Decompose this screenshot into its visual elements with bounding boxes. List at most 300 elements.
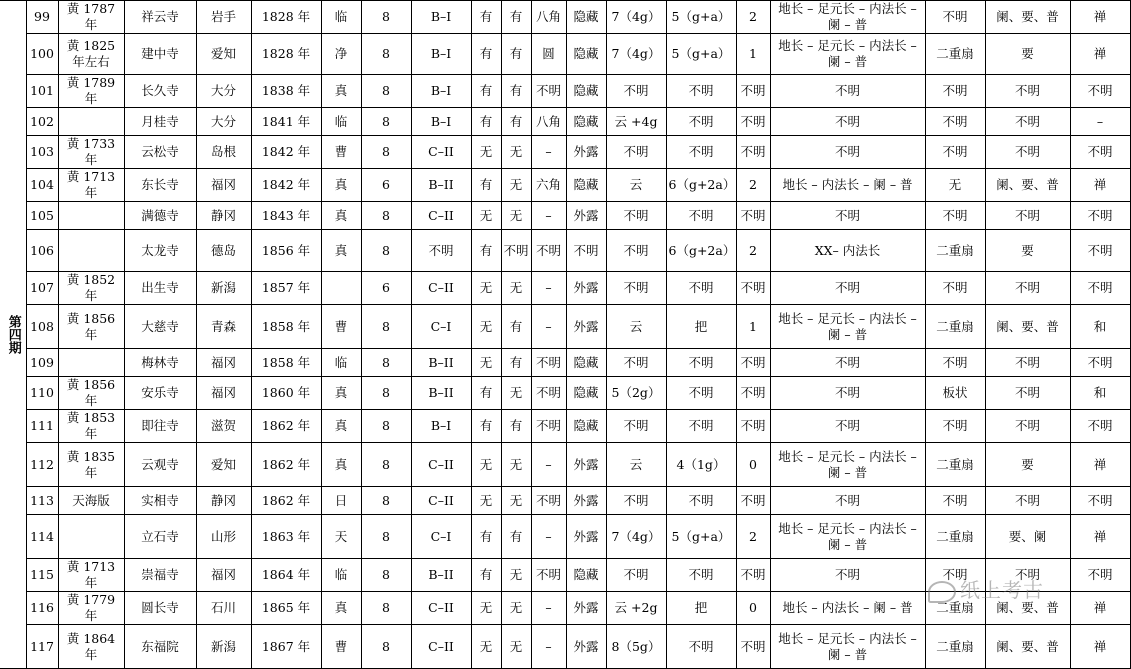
count-cell: 8 xyxy=(361,443,411,487)
exposure-cell: 隐藏 xyxy=(566,34,606,75)
layout-cell: 不明 xyxy=(770,75,925,108)
exposure-cell: 外露 xyxy=(566,487,606,515)
wechat-icon xyxy=(928,581,956,603)
ref-1-cell: 要 xyxy=(985,34,1070,75)
exposure-cell: 隐藏 xyxy=(566,410,606,443)
exposure-cell: 不明 xyxy=(566,230,606,272)
layout-cell: 不明 xyxy=(770,349,925,377)
source-cell: 黄 1779 年 xyxy=(58,592,124,625)
temple-cell: 长久寺 xyxy=(124,75,196,108)
feature-a-cell: 有 xyxy=(471,34,501,75)
type-cell: C–II xyxy=(411,487,471,515)
type-cell: C–I xyxy=(411,305,471,349)
row-number-cell: 110 xyxy=(26,377,58,410)
type-cell: B–I xyxy=(411,108,471,136)
fan-cell: 无 xyxy=(925,169,985,202)
year-cell: 1862 年 xyxy=(251,410,321,443)
row-number-cell: 106 xyxy=(26,230,58,272)
config-2-cell: 把 xyxy=(666,592,736,625)
exposure-cell: 外露 xyxy=(566,443,606,487)
temple-cell: 建中寺 xyxy=(124,34,196,75)
fan-cell: 二重扇 xyxy=(925,443,985,487)
type-cell: 不明 xyxy=(411,230,471,272)
config-1-cell: 不明 xyxy=(606,202,666,230)
temple-cell: 云观寺 xyxy=(124,443,196,487)
shape-cell: – xyxy=(531,592,566,625)
prefecture-cell: 爱知 xyxy=(196,443,251,487)
exposure-cell: 外露 xyxy=(566,136,606,169)
layout-cell: 不明 xyxy=(770,377,925,410)
row-number-cell: 117 xyxy=(26,625,58,669)
source-cell: 黄 1856 年 xyxy=(58,377,124,410)
type-cell: C–II xyxy=(411,592,471,625)
year-cell: 1858 年 xyxy=(251,305,321,349)
fan-cell: 二重扇 xyxy=(925,230,985,272)
fan-cell: 不明 xyxy=(925,272,985,305)
row-number-cell: 107 xyxy=(26,272,58,305)
ref-2-cell: 不明 xyxy=(1070,559,1130,592)
sect-cell: 真 xyxy=(321,75,361,108)
exposure-cell: 外露 xyxy=(566,305,606,349)
ref-2-cell: 不明 xyxy=(1070,272,1130,305)
config-1-cell: 不明 xyxy=(606,349,666,377)
sect-cell: 真 xyxy=(321,592,361,625)
fan-cell: 不明 xyxy=(925,202,985,230)
count-cell: 8 xyxy=(361,34,411,75)
layout-cell: 不明 xyxy=(770,410,925,443)
prefecture-cell: 岛根 xyxy=(196,136,251,169)
source-cell: 天海版 xyxy=(58,487,124,515)
k-cell: 不明 xyxy=(736,487,770,515)
row-number-cell: 101 xyxy=(26,75,58,108)
type-cell: B–II xyxy=(411,349,471,377)
type-cell: C–II xyxy=(411,443,471,487)
temple-cell: 满德寺 xyxy=(124,202,196,230)
sect-cell: 天 xyxy=(321,515,361,559)
source-cell xyxy=(58,202,124,230)
shape-cell: 不明 xyxy=(531,410,566,443)
k-cell: 不明 xyxy=(736,202,770,230)
table-row xyxy=(0,410,1130,443)
config-1-cell: 云 xyxy=(606,169,666,202)
feature-a-cell: 有 xyxy=(471,169,501,202)
type-cell: C–II xyxy=(411,272,471,305)
table-row xyxy=(0,443,1130,487)
type-cell: B–II xyxy=(411,559,471,592)
config-2-cell: 不明 xyxy=(666,349,736,377)
fan-cell: 不明 xyxy=(925,487,985,515)
source-cell: 黄 1825 年左右 xyxy=(58,34,124,75)
type-cell: B–II xyxy=(411,377,471,410)
temple-cell: 东长寺 xyxy=(124,169,196,202)
count-cell: 8 xyxy=(361,136,411,169)
type-cell: C–II xyxy=(411,136,471,169)
sect-cell: 真 xyxy=(321,169,361,202)
temple-cell: 太龙寺 xyxy=(124,230,196,272)
config-1-cell: 云 +4g xyxy=(606,108,666,136)
row-number-cell: 105 xyxy=(26,202,58,230)
k-cell: 不明 xyxy=(736,136,770,169)
prefecture-cell: 静冈 xyxy=(196,487,251,515)
config-1-cell: 不明 xyxy=(606,487,666,515)
row-number-cell: 100 xyxy=(26,34,58,75)
layout-cell: 地长 – 内法长 – 阑 – 普 xyxy=(770,592,925,625)
layout-cell: 地长 – 足元长 – 内法长 – 阑 – 普 xyxy=(770,34,925,75)
ref-2-cell: 不明 xyxy=(1070,410,1130,443)
count-cell: 6 xyxy=(361,169,411,202)
temple-cell: 实相寺 xyxy=(124,487,196,515)
k-cell: 2 xyxy=(736,169,770,202)
ref-1-cell: 阑、要、普 xyxy=(985,305,1070,349)
year-cell: 1856 年 xyxy=(251,230,321,272)
k-cell: 2 xyxy=(736,515,770,559)
ref-1-cell: 不明 xyxy=(985,349,1070,377)
ref-2-cell: 不明 xyxy=(1070,230,1130,272)
row-number-cell: 109 xyxy=(26,349,58,377)
k-cell: 不明 xyxy=(736,377,770,410)
type-cell: C–II xyxy=(411,625,471,669)
source-cell: 黄 1733 年 xyxy=(58,136,124,169)
row-number-cell: 102 xyxy=(26,108,58,136)
table-row xyxy=(0,34,1130,75)
year-cell: 1858 年 xyxy=(251,349,321,377)
fan-cell: 不明 xyxy=(925,559,985,592)
temple-cell: 东福院 xyxy=(124,625,196,669)
ref-2-cell: 和 xyxy=(1070,377,1130,410)
config-1-cell: 云 +2g xyxy=(606,592,666,625)
temple-cell: 月桂寺 xyxy=(124,108,196,136)
config-1-cell: 不明 xyxy=(606,75,666,108)
temple-cell: 崇福寺 xyxy=(124,559,196,592)
type-cell: B–II xyxy=(411,169,471,202)
feature-b-cell: 无 xyxy=(501,592,531,625)
source-cell xyxy=(58,230,124,272)
ref-1-cell: 不明 xyxy=(985,108,1070,136)
prefecture-cell: 德岛 xyxy=(196,230,251,272)
ref-1-cell: 不明 xyxy=(985,487,1070,515)
year-cell: 1857 年 xyxy=(251,272,321,305)
feature-a-cell: 有 xyxy=(471,559,501,592)
temple-cell: 出生寺 xyxy=(124,272,196,305)
watermark xyxy=(928,574,1044,603)
config-1-cell: 8（5g） xyxy=(606,625,666,669)
layout-cell: 不明 xyxy=(770,108,925,136)
prefecture-cell: 青森 xyxy=(196,305,251,349)
temple-cell: 梅林寺 xyxy=(124,349,196,377)
layout-cell: 地长 – 内法长 – 阑 – 普 xyxy=(770,169,925,202)
shape-cell: 不明 xyxy=(531,487,566,515)
ref-1-cell: 不明 xyxy=(985,75,1070,108)
type-cell: B–I xyxy=(411,410,471,443)
prefecture-cell: 爱知 xyxy=(196,34,251,75)
config-2-cell: 不明 xyxy=(666,487,736,515)
feature-b-cell: 无 xyxy=(501,169,531,202)
count-cell: 8 xyxy=(361,305,411,349)
row-number-cell: 112 xyxy=(26,443,58,487)
row-number-cell: 104 xyxy=(26,169,58,202)
source-cell: 黄 1852 年 xyxy=(58,272,124,305)
ref-1-cell: 不明 xyxy=(985,272,1070,305)
ref-2-cell: 禅 xyxy=(1070,1,1130,34)
sect-cell: 真 xyxy=(321,377,361,410)
sect-cell: 真 xyxy=(321,443,361,487)
year-cell: 1842 年 xyxy=(251,169,321,202)
table-row xyxy=(0,230,1130,272)
sect-cell: 真 xyxy=(321,202,361,230)
row-number-cell: 99 xyxy=(26,1,58,34)
fan-cell: 不明 xyxy=(925,1,985,34)
ref-1-cell: 不明 xyxy=(985,202,1070,230)
ref-2-cell: 不明 xyxy=(1070,349,1130,377)
temple-cell: 立石寺 xyxy=(124,515,196,559)
prefecture-cell: 静冈 xyxy=(196,202,251,230)
count-cell: 8 xyxy=(361,202,411,230)
k-cell: 1 xyxy=(736,305,770,349)
year-cell: 1843 年 xyxy=(251,202,321,230)
ref-2-cell: 禅 xyxy=(1070,169,1130,202)
temple-cell: 大慈寺 xyxy=(124,305,196,349)
config-2-cell: 6（g+2a） xyxy=(666,169,736,202)
type-cell: B–I xyxy=(411,1,471,34)
source-cell: 黄 1864 年 xyxy=(58,625,124,669)
feature-a-cell: 有 xyxy=(471,75,501,108)
prefecture-cell: 新潟 xyxy=(196,272,251,305)
temple-cell: 即往寺 xyxy=(124,410,196,443)
config-2-cell: 6（g+2a） xyxy=(666,230,736,272)
ref-2-cell: 不明 xyxy=(1070,75,1130,108)
shape-cell: 不明 xyxy=(531,230,566,272)
k-cell: 0 xyxy=(736,592,770,625)
k-cell: 不明 xyxy=(736,349,770,377)
k-cell: 不明 xyxy=(736,75,770,108)
ref-1-cell: 阑、要、普 xyxy=(985,592,1070,625)
layout-cell: 地长 – 足元长 – 内法长 – 阑 – 普 xyxy=(770,625,925,669)
type-cell: B–I xyxy=(411,34,471,75)
ref-2-cell: 禅 xyxy=(1070,443,1130,487)
fan-cell: 二重扇 xyxy=(925,515,985,559)
config-1-cell: 云 xyxy=(606,305,666,349)
count-cell: 8 xyxy=(361,349,411,377)
year-cell: 1841 年 xyxy=(251,108,321,136)
config-1-cell: 不明 xyxy=(606,230,666,272)
config-2-cell: 不明 xyxy=(666,108,736,136)
feature-b-cell: 无 xyxy=(501,559,531,592)
fan-cell: 不明 xyxy=(925,410,985,443)
ref-2-cell: 禅 xyxy=(1070,625,1130,669)
feature-a-cell: 有 xyxy=(471,515,501,559)
k-cell: 不明 xyxy=(736,272,770,305)
prefecture-cell: 福冈 xyxy=(196,559,251,592)
config-1-cell: 7（4g） xyxy=(606,1,666,34)
table-row xyxy=(0,487,1130,515)
fan-cell: 不明 xyxy=(925,136,985,169)
ref-2-cell: 和 xyxy=(1070,305,1130,349)
fan-cell: 不明 xyxy=(925,75,985,108)
ref-1-cell: 阑、要、普 xyxy=(985,625,1070,669)
year-cell: 1864 年 xyxy=(251,559,321,592)
table-row xyxy=(0,349,1130,377)
config-1-cell: 不明 xyxy=(606,272,666,305)
shape-cell: – xyxy=(531,136,566,169)
fan-cell: 不明 xyxy=(925,108,985,136)
prefecture-cell: 福冈 xyxy=(196,349,251,377)
ref-2-cell: 禅 xyxy=(1070,34,1130,75)
ref-1-cell: 要 xyxy=(985,230,1070,272)
feature-b-cell: 无 xyxy=(501,202,531,230)
config-2-cell: 不明 xyxy=(666,410,736,443)
table-row xyxy=(0,377,1130,410)
exposure-cell: 隐藏 xyxy=(566,75,606,108)
config-2-cell: 不明 xyxy=(666,202,736,230)
feature-a-cell: 有 xyxy=(471,230,501,272)
year-cell: 1862 年 xyxy=(251,443,321,487)
config-2-cell: 把 xyxy=(666,305,736,349)
table-row xyxy=(0,202,1130,230)
type-cell: C–II xyxy=(411,202,471,230)
temple-cell: 安乐寺 xyxy=(124,377,196,410)
sect-cell: 日 xyxy=(321,487,361,515)
table-row xyxy=(0,169,1130,202)
config-1-cell: 不明 xyxy=(606,410,666,443)
table-row xyxy=(0,305,1130,349)
source-cell xyxy=(58,515,124,559)
k-cell: 不明 xyxy=(736,108,770,136)
feature-b-cell: 有 xyxy=(501,410,531,443)
year-cell: 1867 年 xyxy=(251,625,321,669)
feature-a-cell: 无 xyxy=(471,487,501,515)
count-cell: 8 xyxy=(361,592,411,625)
ref-2-cell: 禅 xyxy=(1070,592,1130,625)
row-number-cell: 103 xyxy=(26,136,58,169)
config-2-cell: 不明 xyxy=(666,75,736,108)
ref-1-cell: 不明 xyxy=(985,136,1070,169)
count-cell: 8 xyxy=(361,1,411,34)
config-2-cell: 5（g+a） xyxy=(666,515,736,559)
shape-cell: 不明 xyxy=(531,349,566,377)
sect-cell: 真 xyxy=(321,230,361,272)
exposure-cell: 外露 xyxy=(566,592,606,625)
layout-cell: 不明 xyxy=(770,202,925,230)
exposure-cell: 外露 xyxy=(566,625,606,669)
shape-cell: – xyxy=(531,305,566,349)
feature-b-cell: 无 xyxy=(501,377,531,410)
count-cell: 8 xyxy=(361,410,411,443)
config-1-cell: 7（4g） xyxy=(606,34,666,75)
shape-cell: 不明 xyxy=(531,377,566,410)
shape-cell: – xyxy=(531,515,566,559)
count-cell: 8 xyxy=(361,377,411,410)
ref-1-cell: 阑、要、普 xyxy=(985,169,1070,202)
feature-b-cell: 有 xyxy=(501,34,531,75)
row-number-cell: 115 xyxy=(26,559,58,592)
count-cell: 8 xyxy=(361,625,411,669)
exposure-cell: 隐藏 xyxy=(566,1,606,34)
layout-cell: 不明 xyxy=(770,559,925,592)
shape-cell: – xyxy=(531,625,566,669)
ref-2-cell: 不明 xyxy=(1070,487,1130,515)
row-number-cell: 116 xyxy=(26,592,58,625)
source-cell: 黄 1787 年 xyxy=(58,1,124,34)
feature-a-cell: 无 xyxy=(471,305,501,349)
sect-cell: 真 xyxy=(321,410,361,443)
feature-b-cell: 有 xyxy=(501,305,531,349)
shape-cell: 圆 xyxy=(531,34,566,75)
config-1-cell: 7（4g） xyxy=(606,515,666,559)
config-2-cell: 不明 xyxy=(666,377,736,410)
exposure-cell: 隐藏 xyxy=(566,169,606,202)
layout-cell: 不明 xyxy=(770,487,925,515)
config-1-cell: 5（2g） xyxy=(606,377,666,410)
sect-cell: 曹 xyxy=(321,625,361,669)
exposure-cell: 外露 xyxy=(566,515,606,559)
table-row xyxy=(0,515,1130,559)
source-cell xyxy=(58,108,124,136)
row-number-cell: 114 xyxy=(26,515,58,559)
shape-cell: 不明 xyxy=(531,559,566,592)
layout-cell: 地长 – 足元长 – 内法长 – 阑 – 普 xyxy=(770,443,925,487)
feature-a-cell: 有 xyxy=(471,377,501,410)
count-cell: 8 xyxy=(361,515,411,559)
exposure-cell: 隐藏 xyxy=(566,349,606,377)
fan-cell: 二重扇 xyxy=(925,34,985,75)
config-1-cell: 不明 xyxy=(606,559,666,592)
exposure-cell: 隐藏 xyxy=(566,108,606,136)
feature-b-cell: 无 xyxy=(501,443,531,487)
layout-cell: 不明 xyxy=(770,272,925,305)
feature-a-cell: 有 xyxy=(471,410,501,443)
source-cell: 黄 1856 年 xyxy=(58,305,124,349)
layout-cell: 地长 – 足元长 – 内法长 – 阑 – 普 xyxy=(770,1,925,34)
source-cell: 黄 1835 年 xyxy=(58,443,124,487)
exposure-cell: 外露 xyxy=(566,272,606,305)
ref-1-cell: 阑、要、普 xyxy=(985,1,1070,34)
layout-cell: 地长 – 足元长 – 内法长 – 阑 – 普 xyxy=(770,305,925,349)
source-cell: 黄 1713 年 xyxy=(58,169,124,202)
prefecture-cell: 山形 xyxy=(196,515,251,559)
ref-2-cell: 不明 xyxy=(1070,136,1130,169)
watermark-text: 纸上考古 xyxy=(960,578,1044,602)
fan-cell: 板状 xyxy=(925,377,985,410)
fan-cell: 二重扇 xyxy=(925,305,985,349)
table-row xyxy=(0,625,1130,669)
feature-a-cell: 无 xyxy=(471,349,501,377)
config-2-cell: 不明 xyxy=(666,559,736,592)
config-2-cell: 不明 xyxy=(666,136,736,169)
feature-a-cell: 无 xyxy=(471,625,501,669)
ref-2-cell: – xyxy=(1070,108,1130,136)
config-2-cell: 5（g+a） xyxy=(666,34,736,75)
config-2-cell: 不明 xyxy=(666,625,736,669)
feature-b-cell: 有 xyxy=(501,1,531,34)
k-cell: 2 xyxy=(736,1,770,34)
shape-cell: 六角 xyxy=(531,169,566,202)
exposure-cell: 隐藏 xyxy=(566,559,606,592)
sect-cell xyxy=(321,272,361,305)
feature-a-cell: 无 xyxy=(471,136,501,169)
sect-cell: 临 xyxy=(321,559,361,592)
count-cell: 8 xyxy=(361,487,411,515)
prefecture-cell: 大分 xyxy=(196,108,251,136)
feature-b-cell: 有 xyxy=(501,515,531,559)
ref-2-cell: 不明 xyxy=(1070,202,1130,230)
prefecture-cell: 滋贺 xyxy=(196,410,251,443)
sect-cell: 临 xyxy=(321,349,361,377)
feature-a-cell: 无 xyxy=(471,272,501,305)
sect-cell: 临 xyxy=(321,108,361,136)
table-row xyxy=(0,108,1130,136)
shape-cell: 不明 xyxy=(531,75,566,108)
sect-cell: 净 xyxy=(321,34,361,75)
